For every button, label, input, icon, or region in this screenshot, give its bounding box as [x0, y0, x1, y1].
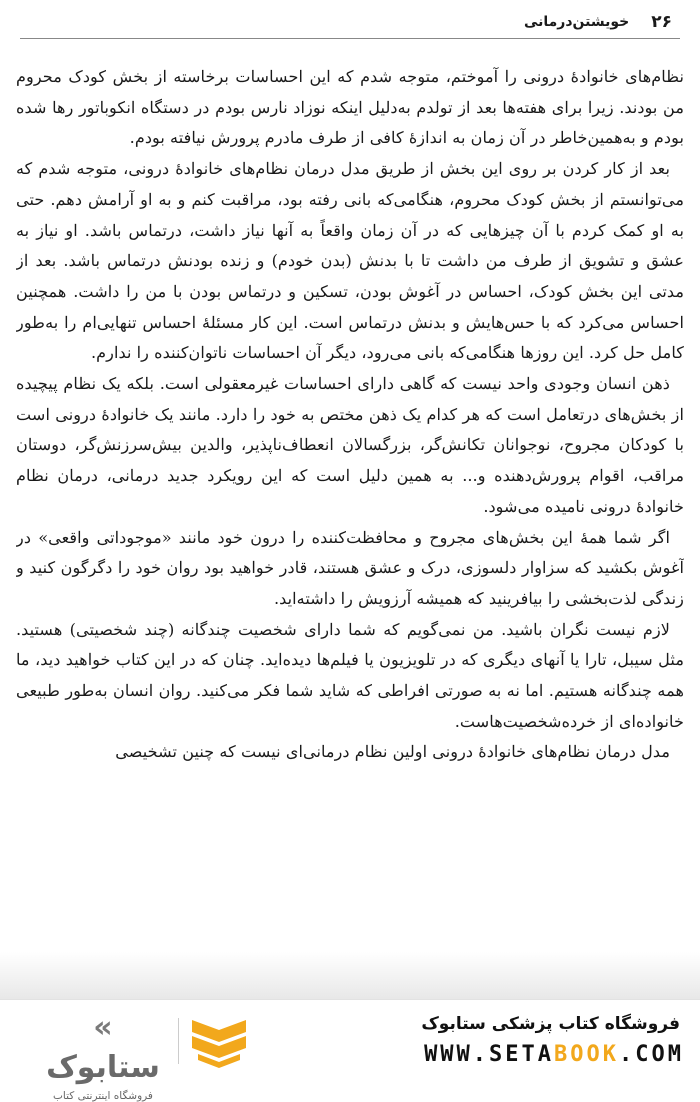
paragraph: مدل درمان نظام‌های خانوادهٔ درونی اولین نظام درمانی‌ای نیست که چنین تشخیصی: [115, 742, 670, 762]
logo-tagline: فروشگاه اینترنتی کتاب: [53, 1090, 153, 1102]
logo-divider: [178, 1018, 179, 1064]
logo-wordmark: ستابوک: [46, 1050, 160, 1085]
running-title: خویشتن‌درمانی: [523, 14, 630, 30]
double-chevron-icon: «: [93, 1010, 113, 1045]
store-logo: [32, 1008, 174, 1102]
shop-name: فروشگاه کتاب پزشکی ستابوک: [421, 1014, 680, 1034]
shop-url[interactable]: WWW.SETABOOK.COM: [424, 1042, 684, 1067]
paragraph: ذهن انسان وجودی واحد نیست که گاهی دارای احساسات غیرمعقولی است. بلکه یک نظام پیچیده از بخش‌های درتعامل است که هر کدام یک ذهن مختص به خود را دارد. مانند یک خانوادهٔ درونی است با کودکان مجروح، نوجوانان تکانش‌گر، بزرگسالان انعطاف‌ناپذیر، والدین بیش‌سرزنش‌گر، دوستان مراقب، اقوام پرورش‌دهنده و... به همین دلیل است که این رویکرد جدید درمانی، درمان نظام خانوادهٔ درونی نامیده می‌شود.: [16, 374, 684, 516]
store-banner: [0, 999, 700, 1102]
page-number: ۲۶: [651, 12, 672, 32]
bottom-fade: [0, 952, 700, 1000]
running-header: [20, 8, 672, 36]
header-divider: [20, 38, 680, 39]
book-stack-icon: [188, 1012, 250, 1070]
paragraph: اگر شما همهٔ این بخش‌های مجروح و محافظت‌کننده را درون خود مانند «موجوداتی واقعی» در آغوش بکشید که سزاوار دلسوزی، درک و عشق هستند، قادر خواهید بود روان خود را دگرگون کنید و زندگی لذت‌بخشی را بیافرینید که همیشه آرزویش را داشته‌اید.: [16, 527, 684, 608]
paragraph: نظام‌های خانوادهٔ درونی را آموختم، متوجه شدم که این احساسات برخاسته از بخش کودک محروم من بودند. زیرا برای هفته‌ها بعد از تولدم به‌دلیل اینکه نوزاد نارس بودم در دستگاه انکوباتور رها شده بودم و به‌همین‌خاطر در آن زمان به اندازهٔ کافی از طرف مادرم پرورش نیافته بودم.: [16, 67, 684, 148]
paragraph: لازم نیست نگران باشید. من نمی‌گویم که شما دارای شخصیت چندگانه (چند شخصیتی) هستید. مثل سیبل، تارا یا آنهای دیگری که در تلویزیون یا فیلم‌ها دیده‌اید. چنان که در این کتاب خواهید دید، ما همه چندگانه هستیم. اما نه به صورتی افراطی که شاید شما فکر می‌کنید. روان انسان به‌طور طبیعی خانواده‌ای از خرده‌شخصیت‌هاست.: [16, 619, 684, 731]
paragraph: بعد از کار کردن بر روی این بخش از طریق مدل درمان نظام‌های خانوادهٔ درونی، متوجه شدم که می‌توانستم از بخش کودک محروم، هنگامی‌که بانی رفته بود، مراقبت کنم و به او آرامش دهم. حتی به او کمک کردم با آن چیزهایی که در آن زمان واقعاً به آنها نیاز داشت، درتماس باشد. او نیاز به عشق و تشویق از طرف من داشت تا با بدنش (بدن خودم) و زنده بودنش درتماس باشد. بعد از مدتی این بخش کودک، احساس در آغوش بودن، تسکین و درتماس بودن با من را داشت. همچنین احساس می‌کرد که با حس‌هایش و بدنش درتماس است. این کار مسئلهٔ احساس تنهایی‌ام را به‌طور کامل حل کرد. این روزها هنگامی‌که بانی می‌رود، دیگر آن احساسات ناتوان‌کننده را ندارم.: [16, 159, 684, 363]
body-text: [16, 62, 684, 996]
